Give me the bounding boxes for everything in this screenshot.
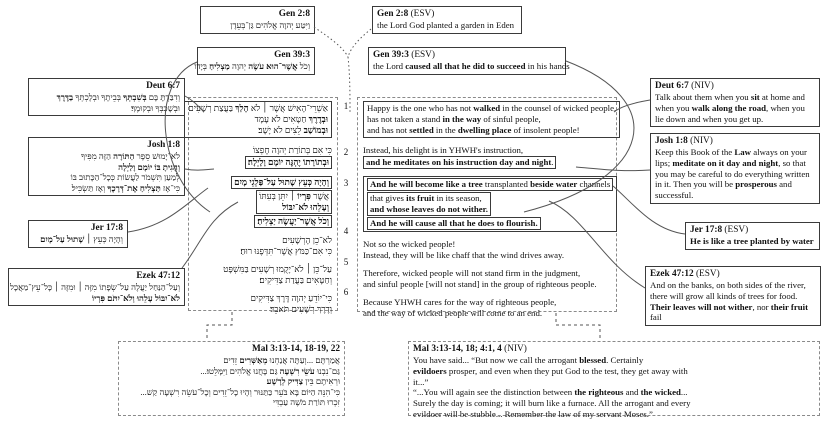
text-line-boxed: And he will cause all that he does to flourish.: [367, 217, 541, 230]
text-line: לֹא־יָמוּשׁ סֵפֶר הַתּוֹרָה הַזֶּה מִפִּיךָ: [80, 151, 180, 161]
text-line-boxed: וְכֹל אֲשֶׁר־יַעֲשֶׂה יַצְלִיחַ׃: [254, 215, 332, 228]
text-line: גַּם־נִבְנוּ עֹשֵׂי רִשְׁעָה גַּם בָּחֲנוּ אֱלֹהִים וַיִּמָּלֵטוּ׃...: [200, 365, 340, 376]
ref-title: Josh 1:8 (NIV): [655, 136, 713, 146]
ref-box-jer-17-8-esv: [685, 222, 820, 250]
ref-title: Jer 17:8 (ESV): [690, 225, 749, 235]
ref-box-ezek-47-12-hebrew: [8, 268, 185, 306]
text-line: וְעַל־הַנַּחַל יַעֲלֶה עַל־שְׂפָתוֹ מִזֶּה ׀ וּמִזֶּה ׀ כָּל־עֵץ־מַאֲכָל: [9, 282, 180, 292]
text-line: וְכֹל אֲשֶׁר־הוּא עֹשֶׂה יְהוָה מַצְלִיחַ בְּיָדוֹ: [194, 61, 310, 71]
ref-box-mal-niv: [408, 341, 820, 419]
text-line: it...”: [413, 376, 429, 387]
text-line: וְדִבַּרְתָּ בָּם בְּשִׁבְתְּךָ בְּבֵיתֶךָ וּבְלֶכְתְּךָ בַדֶּרֶךְ: [56, 92, 180, 102]
text-line: and sinful people [will not stand] in the group of righteous people.: [363, 279, 597, 289]
text-line: and the way of wicked people will come to an end.: [363, 308, 543, 318]
text-line: Instead, they will be like chaff that the wind drives away.: [363, 250, 565, 260]
ref-title: Gen 2:8: [278, 9, 310, 19]
text-line: וְהָגִיתָ בּוֹ יוֹמָם וָלַיְלָה: [118, 161, 180, 172]
text-line: זִכְרוּ תּוֹרַת מֹשֶׁה עַבְדִּי: [272, 397, 340, 408]
ref-body: Keep this Book of the Law always on your lips; meditate on it day and night, so that you may be careful to do everything written in it. Then you will be prosperous and successful.: [655, 147, 810, 201]
dashed-link-mal-hebrew: [207, 312, 232, 340]
psalm-verse6-english: [363, 297, 611, 319]
text-line-boxed: and he meditates on his instruction day and night.: [363, 156, 556, 169]
text-line: Instead, his delight is in YHWH's instruction,: [363, 145, 524, 155]
text-line: וּבְשָׁכְבְּךָ וּבְקוּמֶךָ׃: [130, 102, 180, 113]
ref-title: Deut 6:7: [146, 81, 180, 91]
text-line: Not so the wicked people!: [363, 239, 456, 249]
psalm-verse3-hebrew: [194, 176, 332, 228]
text-line: כִּי־הִנֵּה הַיּוֹם בָּא בֹּעֵר כַּתַּנּוּר וְהָיוּ כָל־זֵדִים וְכָל־עֹשֵׂה רִשְׁעָה קַשׁ...: [140, 386, 340, 397]
text-line: אַשְׁרֵי־הָאִישׁ אֲשֶׁר ׀ לֹא הָלַךְ בַּעֲצַת רְשָׁעִים: [188, 103, 328, 113]
psalm-verse5-english: [363, 268, 611, 290]
ref-title: Gen 2:8 (ESV): [377, 9, 435, 19]
ref-box-josh-1-8-niv: [650, 133, 820, 204]
psalm-english-column: [357, 97, 617, 318]
text-line-boxed: And he will become like a tree transplanted beside water channels: [367, 178, 613, 191]
verse-number-5: 5: [343, 257, 349, 267]
ref-box-gen-2-8-hebrew: [200, 6, 315, 34]
psalm-hebrew-column: [188, 97, 338, 314]
psalm-verse5-hebrew: [194, 264, 332, 286]
psalm-verse3-english-box: [363, 176, 617, 232]
text-line: לְמַעַן תִּשְׁמֹר לַעֲשׂוֹת כְּכָל־הַכָּתוּב בּוֹ: [70, 172, 180, 183]
ref-title: Josh 1:8: [147, 140, 180, 150]
text-line: כִּי אִם־כַּמֹּץ אֲשֶׁר־תִּדְּפֶנּוּ רוּחַ׃: [240, 246, 332, 256]
ref-body: And on the banks, on both sides of the river, there will grow all kinds of trees for food. Their leaves will not wither, nor their fruit fail: [650, 280, 809, 323]
text-line: וּרְאִיתֶם בֵּין צַדִּיק לְרָשָׁע: [266, 376, 340, 387]
text-line: עַל־כֵּן ׀ לֹא־יָקֻמוּ רְשָׁעִים בַּמִּשְׁפָּט: [223, 264, 332, 274]
ref-box-gen-2-8-esv: [372, 6, 522, 34]
text-line: וּבְדֶרֶךְ חַטָּאִים לֹא עָמָד: [254, 114, 328, 124]
text-line: the Lord caused all that he did to succeed in his hands: [373, 61, 570, 71]
ref-title: Ezek 47:12: [136, 271, 180, 281]
ref-title: Ezek 47:12 (ESV): [650, 269, 720, 279]
ref-box-mal-hebrew: [118, 341, 345, 416]
ref-title: Deut 6:7 (NIV): [655, 81, 714, 91]
text-line: לֹא־כֵן הָרְשָׁעִים: [282, 235, 332, 245]
text-line: וּבְמוֹשַׁב לֵצִים לֹא יָשָׁב׃: [258, 125, 328, 135]
psalm-verse2-english: [363, 145, 611, 169]
text-line: evildoers prosper, and even when they put God to the test, they get away with: [413, 365, 688, 376]
text-line: has not taken a stand in the way of sinful people,: [367, 114, 541, 124]
ref-box-jer-17-8-hebrew: [28, 220, 128, 248]
text-line: אֲמַרְתֶּם ...וְעַתָּה אֲנַחְנוּ מְאַשְּׁרִים זֵדִים: [223, 355, 340, 365]
ref-title: Gen 39:3 (ESV): [373, 50, 435, 60]
ref-title: Gen 39:3: [274, 50, 310, 60]
ref-title: Jer 17:8: [90, 223, 123, 233]
ref-box-deut-6-7-hebrew: [28, 78, 185, 116]
verse-number-2: 2: [343, 147, 349, 157]
text-line: וְדֶרֶךְ רְשָׁעִים תֹּאבֵד׃: [270, 304, 332, 314]
text-line: וְהָיָה כְּעֵץ ׀ שָׁתוּל עַל־מָיִם: [40, 234, 123, 244]
text-line: “...You will again see the distinction between the righteous and the wicked...: [413, 387, 688, 398]
ref-body: He is like a tree planted by water: [690, 236, 814, 246]
verse-number-4: 4: [343, 226, 349, 236]
text-line: Happy is the one who has not walked in the counsel of wicked people,: [367, 103, 617, 113]
ref-box-gen-39-3-esv: [368, 47, 570, 75]
ref-title: Mal 3:13-14, 18-19, 22: [251, 344, 340, 354]
text-line: אֲשֶׁר פִּרְיוֹ ׀ יִתֵּן בְּעִתּוֹ: [258, 191, 329, 201]
ref-body: Talk about them when you sit at home and when you walk along the road, when you lie down and when you get up.: [655, 92, 805, 124]
psalm-verse1-english-box: [363, 101, 620, 138]
psalm-verse2-hebrew: [194, 145, 332, 169]
verse-number-3: 3: [343, 178, 349, 188]
text-line: the Lord God planted a garden in Eden: [377, 20, 515, 30]
psalm-verse1-hebrew-box: [184, 101, 332, 138]
verse3-lines-2-3-box: [256, 190, 332, 214]
verse3-lines-2-3-box: [367, 192, 491, 216]
text-line: וַיִּטַּע יְהוָה אֱלֹהִים גַּן־בְּעֵדֶן: [230, 20, 310, 30]
ref-box-gen-39-3-hebrew: [194, 47, 315, 75]
ref-box-deut-6-7-niv: [650, 78, 820, 127]
text-line: and has not settled in the dwelling place of insolent people!: [367, 125, 580, 135]
text-line: וְחַטָּאִים בַּעֲדַת צַדִּיקִים׃: [259, 275, 332, 285]
ref-title: Mal 3:13-14, 18; 4:1, 4 (NIV): [413, 344, 527, 354]
psalm-verse4-hebrew: [194, 235, 332, 257]
text-line: evildoer will be stubble... Remember the law of my servant Moses.”: [413, 408, 653, 419]
verse-number-1: 1: [343, 101, 349, 111]
ref-box-ezek-47-12-esv: [645, 266, 821, 326]
text-line: כִּי־יוֹדֵעַ יְהוָה דֶּרֶךְ צַדִּיקִים: [250, 293, 332, 303]
text-line: כִּי אִם בְּתוֹרַת יְהוָה חֶפְצוֹ: [252, 145, 332, 155]
text-line-boxed: וְהָיָה כְּעֵץ שָׁתוּל עַל־פַּלְגֵי מָיִם: [231, 176, 332, 189]
text-line: Therefore, wicked people will not stand firm in the judgment,: [363, 268, 581, 278]
text-line: You have said... “But now we call the arrogant blessed. Certainly: [413, 355, 644, 365]
text-line: לֹא־יִבּוֹל עָלֵהוּ וְלֹא־יִתֹּם פִּרְיוֹ: [91, 292, 180, 303]
text-line: Surely the day is coming; it will burn like a furnace. All the arrogant and every: [413, 398, 691, 409]
text-line: that gives its fruit in its season,: [370, 193, 482, 203]
text-line: and whose leaves do not wither.: [370, 204, 488, 214]
text-line: Because YHWH cares for the way of righteous people,: [363, 297, 557, 307]
text-line-boxed: וּבְתוֹרָתוֹ יֶהְגֶּה יוֹמָם וָלָיְלָה׃: [245, 156, 332, 169]
psalm-verse4-english: [363, 239, 611, 261]
ref-box-josh-1-8-hebrew: [28, 137, 185, 196]
verse-number-6: 6: [343, 287, 349, 297]
text-line: כִּי־אָז תַּצְלִיחַ אֶת־דְּרָכֶךָ וְאָז תַּשְׂכִּיל׃: [71, 182, 180, 193]
dotted-link-gen28-left: [314, 27, 348, 57]
psalm-verse6-hebrew: [194, 293, 332, 315]
text-line: וְעָלֵהוּ לֹא־יִבּוֹל: [282, 202, 329, 212]
